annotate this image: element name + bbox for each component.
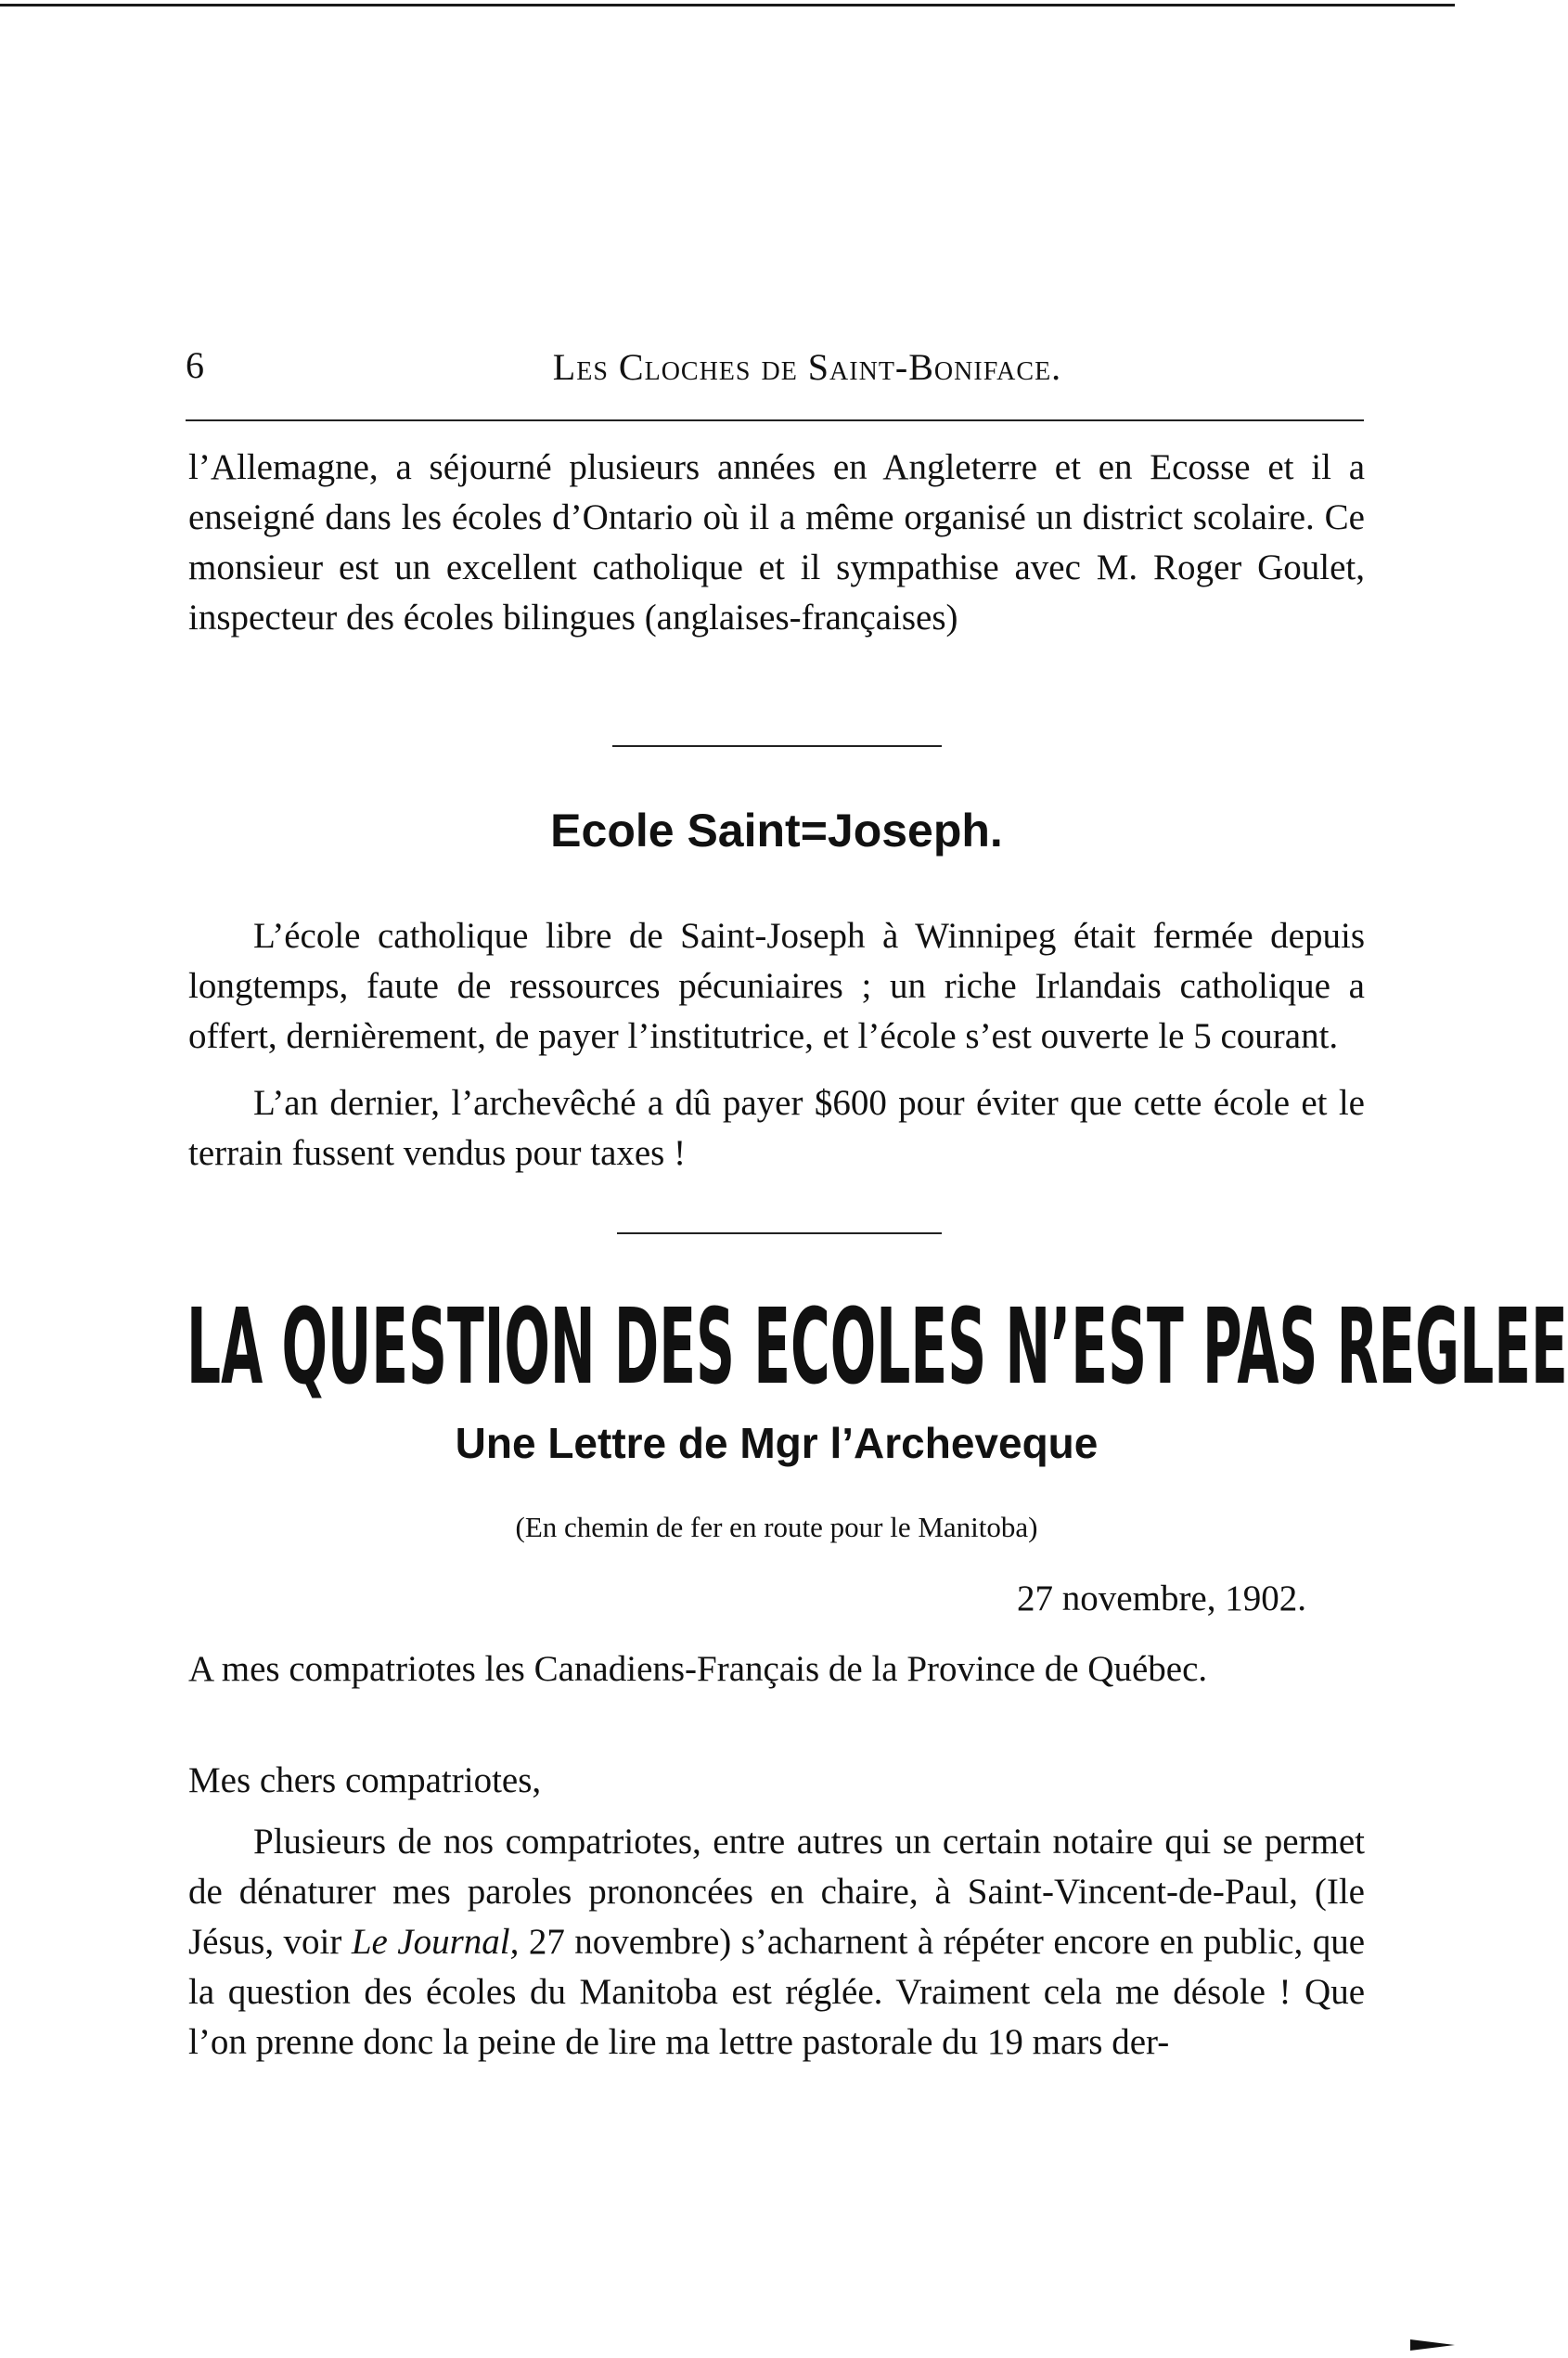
book-title: Les Cloches de Saint-Boniface.	[552, 346, 1062, 388]
intro-paragraph: l’Allemagne, a séjourné plusieurs années en Angleterre et en Ecosse et il a enseigné dans les écoles d’Ontario où il a même organisé un district scolaire. Ce monsieur est un excellent catholique et il sympathise avec M. Roger Goulet, inspecteur des écoles bilingues (anglaises-françaises)	[188, 447, 1365, 638]
saint-joseph-paragraph-2: L’an dernier, l’archevêché a dû payer $600 pour éviter que cette école et le terrain fussent vendus pour taxes !	[188, 1083, 1365, 1173]
article-headline-text: LA QUESTION DES ECOLES N’EST PAS REGLEE	[186, 1287, 1568, 1408]
arrow-mark-icon	[1410, 2339, 1455, 2351]
page-number: 6	[186, 344, 204, 386]
letter-date: 27 novembre, 1902.	[1017, 1578, 1306, 1618]
section-heading-saint-joseph: Ecole Saint=Joseph.	[550, 805, 1003, 857]
article-headline	[186, 1287, 1568, 1408]
article-subtitle: Une Lettre de Mgr l’Archeveque	[455, 1419, 1099, 1467]
section-divider	[617, 1232, 942, 1234]
letter-body-start: Plusieurs de nos compatriotes, entre autres un certain notaire qui se permet de dénaturer mes paroles prononcées en chaire, à Saint-Vincent-de-Paul, (Ile Jésus, voir	[188, 1822, 1365, 1962]
header-rule	[186, 419, 1364, 421]
letter-body-end: 27 novembre) s’acharnent à répéter encore en public, que la question des écoles du Manitoba est réglée. Vraiment cela me désole ! Que l’on prenne donc la peine de lire ma lettre pastorale du 19 mars der-	[188, 1922, 1366, 2062]
travel-note: (En chemin de fer en route pour le Manitoba)	[515, 1511, 1038, 1543]
section-divider	[612, 745, 942, 747]
letter-body-paragraph	[188, 1817, 1365, 2068]
saint-joseph-paragraph-1: L’école catholique libre de Saint-Joseph à Winnipeg était fermée depuis longtemps, faute de ressources pécuniaires ; un riche Irlandais catholique a offert, dernièrement, de payer l’institutrice, et l’école s’est ouverte le 5 courant.	[188, 916, 1365, 1056]
letter-addressee: A mes compatriotes les Canadiens-Français de la Province de Québec.	[188, 1649, 1208, 1689]
letter-salutation: Mes chers compatriotes,	[188, 1760, 542, 1800]
page-top-edge-rule	[0, 4, 1455, 6]
newspaper-title: Le Journal,	[351, 1922, 520, 1962]
running-header	[186, 343, 1373, 399]
